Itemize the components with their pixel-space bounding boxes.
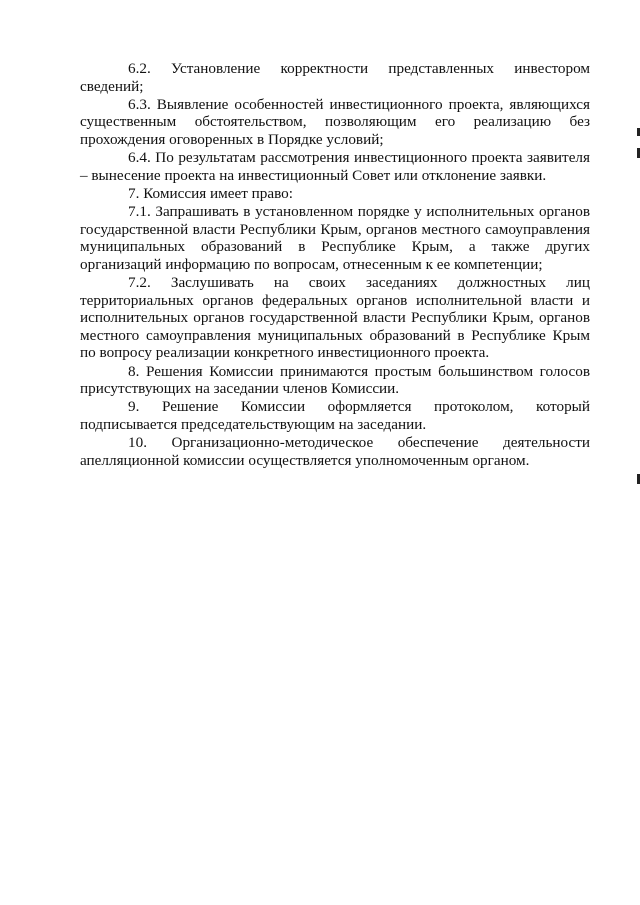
paragraph-9: 9. Решение Комиссии оформляется протоколом, который подписывается председательствующим на заседании. <box>80 398 590 434</box>
document-body <box>80 60 590 470</box>
paragraph-10: 10. Организационно-методическое обеспечение деятельности апелляционной комиссии осуществляется уполномоченным органом. <box>80 434 590 469</box>
paragraph-6-3: 6.3. Выявление особенностей инвестиционного проекта, являющихся существенным обстоятельством, позволяющим его реализацию без прохождения оговоренных в Порядке условий; <box>80 95 590 148</box>
paragraph-7-1: 7.1. Запрашивать в установленном порядке у исполнительных органов государственной власти Республики Крым, органов местного самоуправления муниципальных образований в Республике Крым, а также других организаций информацию по вопросам, отнесенным к ее компетенции; <box>80 203 590 273</box>
paragraph-6-4: 6.4. По результатам рассмотрения инвестиционного проекта заявителя – вынесение проекта на инвестиционный Совет или отклонение заявки. <box>80 149 590 184</box>
paragraph-7-2: 7.2. Заслушивать на своих заседаниях должностных лиц территориальных органов федеральных органов исполнительной власти и исполнительных органов государственной власти Республики Крым, органов местного самоуправления муниципальных образований в Республике Крым по вопросу реализации конкретного инвестиционного проекта. <box>80 274 590 362</box>
paragraph-7: 7. Комиссия имеет право: <box>128 184 293 202</box>
paragraph-8: 8. Решения Комиссии принимаются простым большинством голосов присутствующих на заседании членов Комиссии. <box>80 362 590 398</box>
paragraph-6-2: 6.2. Установление корректности представленных инвестором сведений; <box>80 60 590 95</box>
